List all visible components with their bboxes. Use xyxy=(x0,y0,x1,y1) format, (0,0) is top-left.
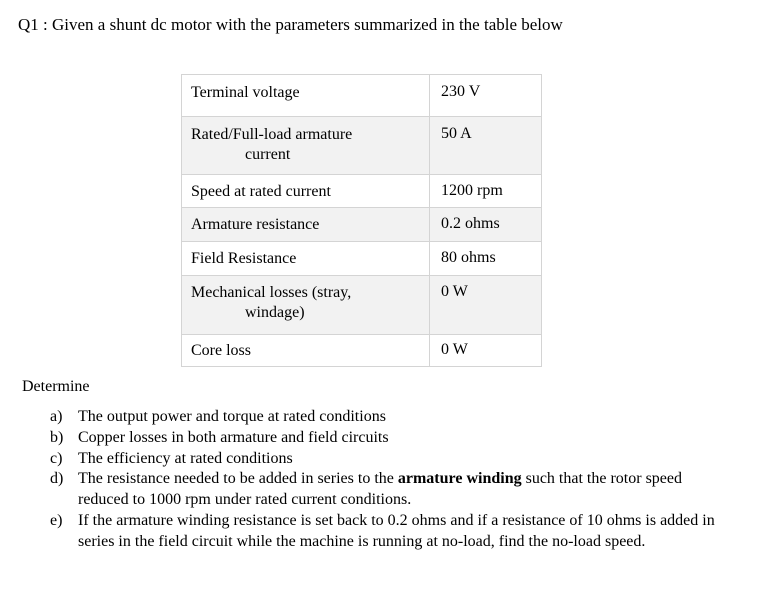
item-text-continued: such that the rotor speed reduced to 1000 rpm under rated current conditions. xyxy=(78,470,682,509)
param-label-text-cont: windage) xyxy=(245,304,305,321)
param-label xyxy=(182,335,430,367)
item-text: The resistance needed to be added in series to the xyxy=(78,470,394,488)
list-item xyxy=(50,511,730,553)
param-label xyxy=(182,276,430,335)
param-label-text: Core loss xyxy=(191,342,251,359)
table-row xyxy=(182,75,542,117)
param-value: 0 W xyxy=(430,335,542,367)
param-label-text: Speed at rated current xyxy=(191,183,331,200)
list-item xyxy=(50,449,730,470)
question-title: Q1 : Given a shunt dc motor with the parameters summarized in the table below xyxy=(18,15,563,34)
param-label-text: Rated/Full-load armature xyxy=(191,126,353,143)
list-item xyxy=(50,407,730,428)
table-row xyxy=(182,276,542,335)
param-label-text: Field Resistance xyxy=(191,250,297,267)
item-marker: c) xyxy=(50,449,63,467)
param-label-text-cont: current xyxy=(245,146,291,163)
item-text: If the armature winding resistance is set back to 0.2 ohms and if a resistance of 10 ohms is added in series in the field circuit while the machine is running at no-load, find the no-load speed. xyxy=(78,511,715,550)
param-value: 80 ohms xyxy=(430,242,542,276)
param-value: 230 V xyxy=(430,75,542,117)
param-value: 0.2 ohms xyxy=(430,208,542,242)
item-text: The output power and torque at rated conditions xyxy=(78,408,386,425)
item-marker: a) xyxy=(50,408,63,425)
parameters-table xyxy=(181,74,542,367)
param-label xyxy=(182,242,430,276)
param-label xyxy=(182,208,430,242)
table-row xyxy=(182,208,542,242)
param-value: 1200 rpm xyxy=(430,175,542,208)
param-value: 50 A xyxy=(430,117,542,175)
table-row xyxy=(182,175,542,208)
list-item xyxy=(50,428,730,449)
param-label-text: Terminal voltage xyxy=(191,84,300,101)
param-label-text: Armature resistance xyxy=(191,216,320,233)
item-marker: d) xyxy=(50,470,64,488)
item-bold-text: armature winding xyxy=(397,470,522,488)
param-label xyxy=(182,75,430,117)
list-item xyxy=(50,469,730,511)
param-label-text: Mechanical losses (stray, xyxy=(191,284,352,301)
param-value: 0 W xyxy=(430,276,542,335)
table-row xyxy=(182,242,542,276)
item-marker: b) xyxy=(50,428,64,446)
item-marker: e) xyxy=(50,511,63,529)
determine-heading: Determine xyxy=(22,378,90,395)
table-row xyxy=(182,117,542,175)
task-list xyxy=(50,407,730,553)
param-label xyxy=(182,117,430,175)
param-label xyxy=(182,175,430,208)
item-text: Copper losses in both armature and field circuits xyxy=(78,428,389,446)
item-text: The efficiency at rated conditions xyxy=(78,449,293,467)
table-row xyxy=(182,335,542,367)
